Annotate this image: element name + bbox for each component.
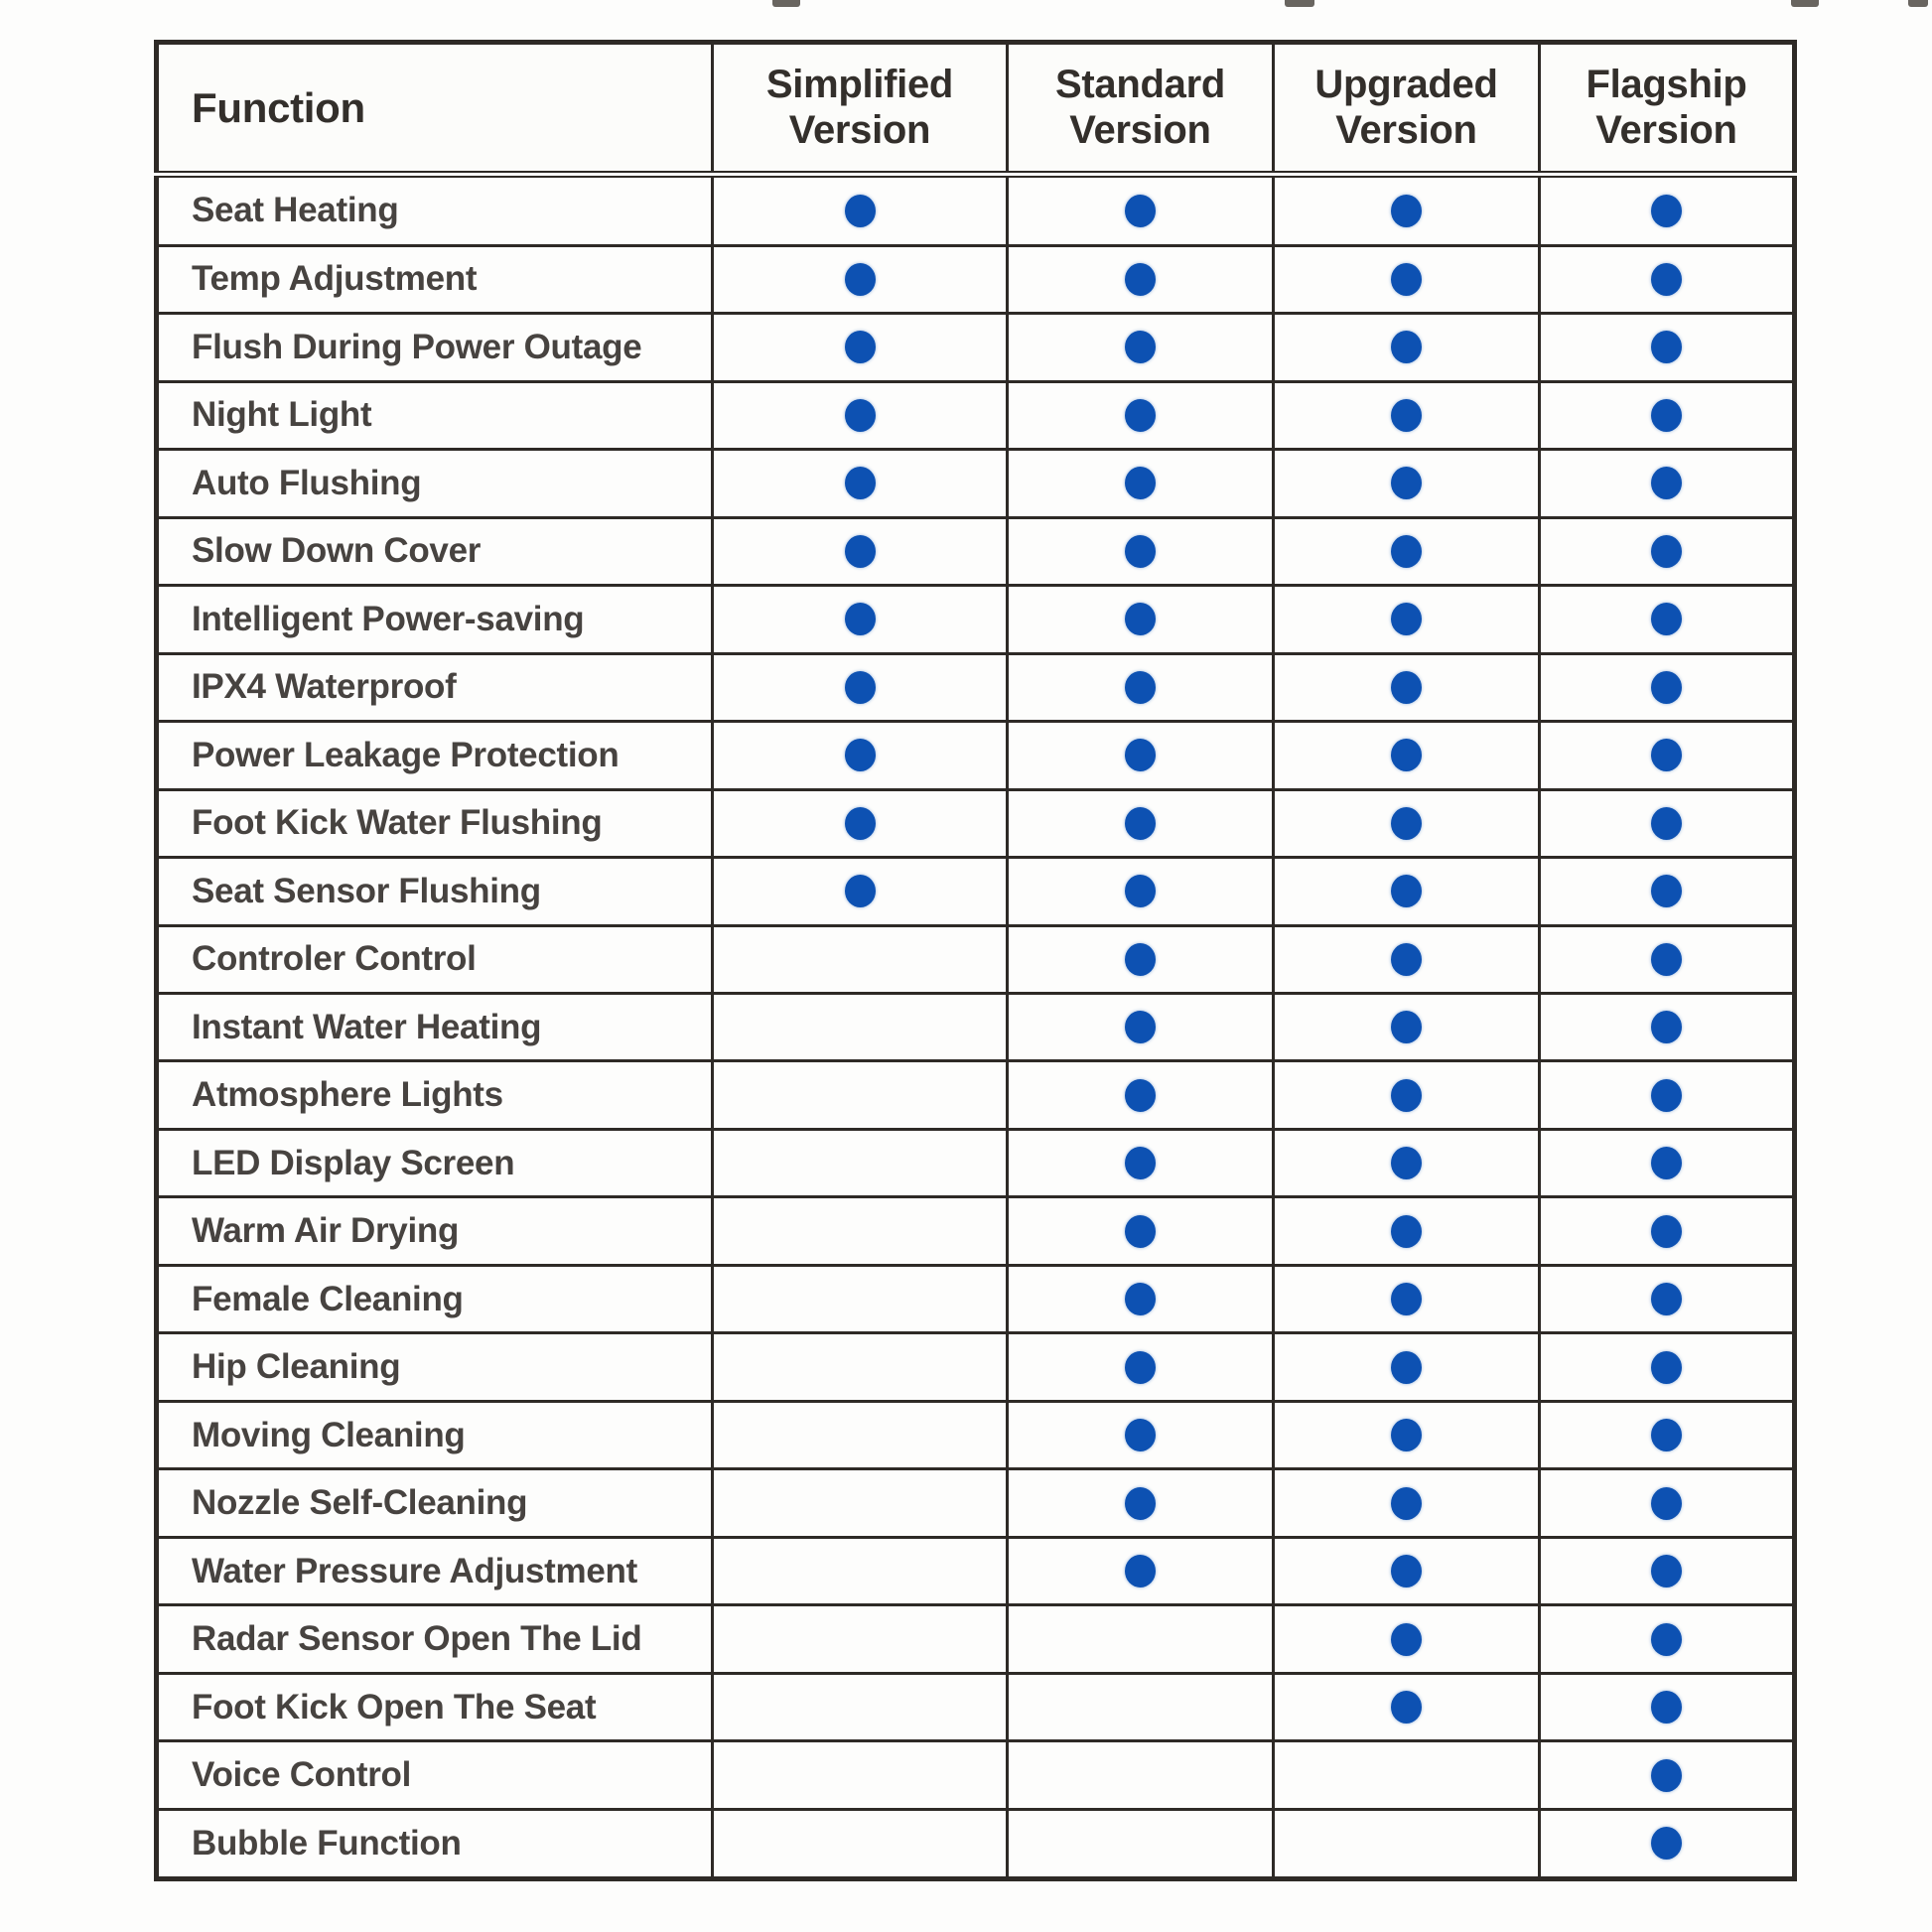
availability-cell-included	[713, 789, 1008, 857]
included-dot-icon	[1651, 535, 1682, 568]
availability-cell-included	[1008, 789, 1274, 857]
included-dot-icon	[1125, 399, 1156, 432]
availability-cell-included	[1274, 653, 1540, 721]
included-dot-icon	[845, 467, 876, 499]
availability-cell-included	[1540, 1809, 1795, 1878]
availability-cell-included	[713, 314, 1008, 381]
included-dot-icon	[1651, 1419, 1682, 1451]
availability-cell-included	[1274, 450, 1540, 517]
availability-cell-included	[1274, 517, 1540, 585]
availability-cell-empty	[713, 1673, 1008, 1740]
availability-cell-included	[1540, 858, 1795, 925]
availability-cell-empty	[713, 1469, 1008, 1537]
table-row	[157, 175, 1795, 246]
table-row	[157, 314, 1795, 381]
availability-cell-included	[1540, 1061, 1795, 1129]
included-dot-icon	[1391, 807, 1422, 840]
availability-cell-included	[1274, 1401, 1540, 1468]
availability-cell-included	[1274, 722, 1540, 789]
table-row	[157, 1401, 1795, 1468]
table-row	[157, 789, 1795, 857]
included-dot-icon	[1651, 1827, 1682, 1860]
availability-cell-empty	[713, 1809, 1008, 1878]
included-dot-icon	[845, 331, 876, 363]
table-row	[157, 994, 1795, 1061]
availability-cell-included	[1540, 1129, 1795, 1196]
included-dot-icon	[1125, 1351, 1156, 1384]
table-row	[157, 1333, 1795, 1401]
included-dot-icon	[1651, 1079, 1682, 1112]
included-dot-icon	[1125, 1215, 1156, 1248]
feature-comparison-table	[154, 40, 1797, 1881]
feature-name: Power Leakage Protection	[157, 722, 713, 789]
availability-cell-included	[1540, 789, 1795, 857]
table-row	[157, 586, 1795, 653]
included-dot-icon	[1651, 331, 1682, 363]
availability-cell-included	[1008, 722, 1274, 789]
included-dot-icon	[1651, 603, 1682, 635]
availability-cell-empty	[1008, 1741, 1274, 1809]
table-row	[157, 1197, 1795, 1265]
availability-cell-included	[1540, 1741, 1795, 1809]
included-dot-icon	[845, 263, 876, 296]
feature-name: Hip Cleaning	[157, 1333, 713, 1401]
included-dot-icon	[1391, 1351, 1422, 1384]
availability-cell-empty	[713, 1129, 1008, 1196]
included-dot-icon	[1391, 875, 1422, 907]
availability-cell-included	[1008, 994, 1274, 1061]
availability-cell-included	[1540, 1673, 1795, 1740]
included-dot-icon	[1391, 1555, 1422, 1587]
included-dot-icon	[1651, 1623, 1682, 1656]
feature-name: Foot Kick Open The Seat	[157, 1673, 713, 1740]
included-dot-icon	[1651, 1011, 1682, 1043]
table-row	[157, 245, 1795, 313]
availability-cell-included	[1274, 245, 1540, 313]
availability-cell-included	[1540, 586, 1795, 653]
availability-cell-included	[1008, 381, 1274, 449]
availability-cell-included	[1008, 175, 1274, 246]
availability-cell-included	[1008, 1537, 1274, 1604]
feature-name: Atmosphere Lights	[157, 1061, 713, 1129]
table-row	[157, 1741, 1795, 1809]
availability-cell-included	[713, 381, 1008, 449]
feature-name: Seat Heating	[157, 175, 713, 246]
availability-cell-empty	[713, 1061, 1008, 1129]
availability-cell-included	[1274, 1197, 1540, 1265]
top-edge-artifact	[772, 0, 800, 7]
included-dot-icon	[1125, 1487, 1156, 1520]
top-edge-artifact	[1791, 0, 1819, 7]
included-dot-icon	[1391, 195, 1422, 227]
feature-name: Controler Control	[157, 925, 713, 993]
included-dot-icon	[1125, 807, 1156, 840]
feature-name: Water Pressure Adjustment	[157, 1537, 713, 1604]
included-dot-icon	[845, 671, 876, 704]
feature-name: Bubble Function	[157, 1809, 713, 1878]
included-dot-icon	[845, 739, 876, 771]
table-row	[157, 517, 1795, 585]
availability-cell-included	[713, 653, 1008, 721]
included-dot-icon	[1651, 1487, 1682, 1520]
availability-cell-included	[1008, 1469, 1274, 1537]
included-dot-icon	[845, 875, 876, 907]
included-dot-icon	[1651, 1555, 1682, 1587]
availability-cell-included	[1008, 925, 1274, 993]
availability-cell-included	[1274, 789, 1540, 857]
top-edge-artifact	[1285, 0, 1314, 7]
availability-cell-empty	[713, 1741, 1008, 1809]
availability-cell-included	[1540, 245, 1795, 313]
availability-cell-included	[1008, 1061, 1274, 1129]
included-dot-icon	[1125, 603, 1156, 635]
column-header-function: Function	[157, 43, 713, 175]
availability-cell-included	[1008, 586, 1274, 653]
included-dot-icon	[1125, 671, 1156, 704]
availability-cell-included	[1540, 517, 1795, 585]
table-row	[157, 722, 1795, 789]
availability-cell-included	[1008, 314, 1274, 381]
availability-cell-included	[1540, 381, 1795, 449]
availability-cell-included	[1008, 1333, 1274, 1401]
column-header-simplified-version: Simplified Version	[713, 43, 1008, 175]
availability-cell-included	[1274, 858, 1540, 925]
included-dot-icon	[1125, 1283, 1156, 1315]
table-row	[157, 925, 1795, 993]
table-row	[157, 1129, 1795, 1196]
included-dot-icon	[1391, 467, 1422, 499]
availability-cell-included	[1274, 381, 1540, 449]
table-row	[157, 1809, 1795, 1878]
feature-name: Intelligent Power-saving	[157, 586, 713, 653]
availability-cell-empty	[713, 994, 1008, 1061]
availability-cell-included	[1008, 245, 1274, 313]
availability-cell-included	[1540, 1197, 1795, 1265]
included-dot-icon	[1125, 943, 1156, 976]
included-dot-icon	[1651, 1691, 1682, 1724]
availability-cell-included	[713, 245, 1008, 313]
included-dot-icon	[1125, 1079, 1156, 1112]
feature-name: Foot Kick Water Flushing	[157, 789, 713, 857]
header-row	[157, 43, 1795, 175]
availability-cell-included	[1540, 722, 1795, 789]
included-dot-icon	[1391, 1215, 1422, 1248]
included-dot-icon	[1125, 467, 1156, 499]
availability-cell-included	[1008, 653, 1274, 721]
availability-cell-included	[1540, 1605, 1795, 1673]
availability-cell-included	[1540, 1401, 1795, 1468]
included-dot-icon	[1651, 467, 1682, 499]
availability-cell-empty	[1008, 1673, 1274, 1740]
included-dot-icon	[1651, 875, 1682, 907]
feature-name: Nozzle Self-Cleaning	[157, 1469, 713, 1537]
included-dot-icon	[1125, 1419, 1156, 1451]
included-dot-icon	[1651, 671, 1682, 704]
availability-cell-empty	[713, 1537, 1008, 1604]
availability-cell-included	[713, 858, 1008, 925]
availability-cell-empty	[713, 1333, 1008, 1401]
included-dot-icon	[1125, 739, 1156, 771]
availability-cell-included	[1540, 1265, 1795, 1332]
availability-cell-included	[1274, 1129, 1540, 1196]
included-dot-icon	[845, 603, 876, 635]
feature-name: IPX4 Waterproof	[157, 653, 713, 721]
included-dot-icon	[1125, 195, 1156, 227]
availability-cell-included	[1540, 175, 1795, 246]
availability-cell-included	[1540, 314, 1795, 381]
feature-name: Temp Adjustment	[157, 245, 713, 313]
included-dot-icon	[1651, 1351, 1682, 1384]
availability-cell-empty	[713, 1197, 1008, 1265]
feature-name: Warm Air Drying	[157, 1197, 713, 1265]
table-row	[157, 858, 1795, 925]
included-dot-icon	[1651, 739, 1682, 771]
included-dot-icon	[1651, 943, 1682, 976]
availability-cell-included	[1540, 653, 1795, 721]
included-dot-icon	[845, 195, 876, 227]
table-row	[157, 1537, 1795, 1604]
availability-cell-included	[1008, 517, 1274, 585]
included-dot-icon	[1391, 1079, 1422, 1112]
included-dot-icon	[1651, 1283, 1682, 1315]
availability-cell-included	[1008, 1401, 1274, 1468]
availability-cell-empty	[1008, 1809, 1274, 1878]
column-header-upgraded-version: Upgraded Version	[1274, 43, 1540, 175]
availability-cell-included	[1540, 1537, 1795, 1604]
availability-cell-included	[1274, 1537, 1540, 1604]
included-dot-icon	[1125, 535, 1156, 568]
availability-cell-included	[1274, 175, 1540, 246]
availability-cell-included	[1274, 1469, 1540, 1537]
table-row	[157, 1673, 1795, 1740]
availability-cell-included	[1274, 1333, 1540, 1401]
included-dot-icon	[1391, 943, 1422, 976]
availability-cell-included	[713, 586, 1008, 653]
included-dot-icon	[1125, 1147, 1156, 1179]
availability-cell-included	[1274, 586, 1540, 653]
availability-cell-included	[713, 722, 1008, 789]
feature-name: Instant Water Heating	[157, 994, 713, 1061]
included-dot-icon	[1125, 875, 1156, 907]
table-body	[157, 175, 1795, 1879]
availability-cell-included	[713, 175, 1008, 246]
table-row	[157, 653, 1795, 721]
availability-cell-empty	[713, 1401, 1008, 1468]
included-dot-icon	[1651, 1215, 1682, 1248]
availability-cell-included	[1274, 994, 1540, 1061]
included-dot-icon	[1391, 671, 1422, 704]
included-dot-icon	[1391, 331, 1422, 363]
availability-cell-included	[1274, 1061, 1540, 1129]
feature-name: Night Light	[157, 381, 713, 449]
table-row	[157, 1265, 1795, 1332]
included-dot-icon	[1125, 1555, 1156, 1587]
availability-cell-included	[1540, 925, 1795, 993]
feature-name: Radar Sensor Open The Lid	[157, 1605, 713, 1673]
availability-cell-included	[1008, 858, 1274, 925]
availability-cell-included	[1274, 314, 1540, 381]
table-row	[157, 1605, 1795, 1673]
feature-name: Auto Flushing	[157, 450, 713, 517]
availability-cell-empty	[1274, 1809, 1540, 1878]
feature-name: LED Display Screen	[157, 1129, 713, 1196]
availability-cell-included	[1008, 450, 1274, 517]
availability-cell-empty	[1008, 1605, 1274, 1673]
table-row	[157, 381, 1795, 449]
included-dot-icon	[1391, 1419, 1422, 1451]
top-edge-artifact	[1908, 0, 1928, 7]
included-dot-icon	[1651, 263, 1682, 296]
availability-cell-included	[1540, 994, 1795, 1061]
included-dot-icon	[1125, 263, 1156, 296]
included-dot-icon	[1125, 331, 1156, 363]
availability-cell-empty	[1274, 1741, 1540, 1809]
included-dot-icon	[1391, 1623, 1422, 1656]
included-dot-icon	[1391, 739, 1422, 771]
included-dot-icon	[1391, 1283, 1422, 1315]
included-dot-icon	[1391, 263, 1422, 296]
table-row	[157, 1469, 1795, 1537]
included-dot-icon	[1391, 1691, 1422, 1724]
availability-cell-included	[1540, 1469, 1795, 1537]
column-header-flagship-version: Flagship Version	[1540, 43, 1795, 175]
included-dot-icon	[1651, 1147, 1682, 1179]
included-dot-icon	[1391, 1011, 1422, 1043]
availability-cell-included	[1274, 1673, 1540, 1740]
availability-cell-included	[1274, 1265, 1540, 1332]
included-dot-icon	[1391, 1147, 1422, 1179]
availability-cell-included	[1008, 1197, 1274, 1265]
table-row	[157, 1061, 1795, 1129]
included-dot-icon	[845, 535, 876, 568]
feature-name: Flush During Power Outage	[157, 314, 713, 381]
included-dot-icon	[1651, 1759, 1682, 1792]
table-row	[157, 450, 1795, 517]
included-dot-icon	[1391, 603, 1422, 635]
availability-cell-included	[1274, 1605, 1540, 1673]
availability-cell-included	[1540, 1333, 1795, 1401]
included-dot-icon	[1651, 195, 1682, 227]
availability-cell-included	[713, 517, 1008, 585]
included-dot-icon	[1651, 807, 1682, 840]
included-dot-icon	[1391, 1487, 1422, 1520]
feature-name: Female Cleaning	[157, 1265, 713, 1332]
feature-name: Seat Sensor Flushing	[157, 858, 713, 925]
included-dot-icon	[1125, 1011, 1156, 1043]
availability-cell-included	[713, 450, 1008, 517]
feature-name: Slow Down Cover	[157, 517, 713, 585]
availability-cell-included	[1540, 450, 1795, 517]
availability-cell-included	[1274, 925, 1540, 993]
included-dot-icon	[845, 399, 876, 432]
feature-name: Moving Cleaning	[157, 1401, 713, 1468]
included-dot-icon	[845, 807, 876, 840]
feature-name: Voice Control	[157, 1741, 713, 1809]
column-header-standard-version: Standard Version	[1008, 43, 1274, 175]
availability-cell-empty	[713, 1265, 1008, 1332]
included-dot-icon	[1651, 399, 1682, 432]
availability-cell-included	[1008, 1129, 1274, 1196]
included-dot-icon	[1391, 535, 1422, 568]
availability-cell-empty	[713, 1605, 1008, 1673]
included-dot-icon	[1391, 399, 1422, 432]
availability-cell-empty	[713, 925, 1008, 993]
availability-cell-included	[1008, 1265, 1274, 1332]
